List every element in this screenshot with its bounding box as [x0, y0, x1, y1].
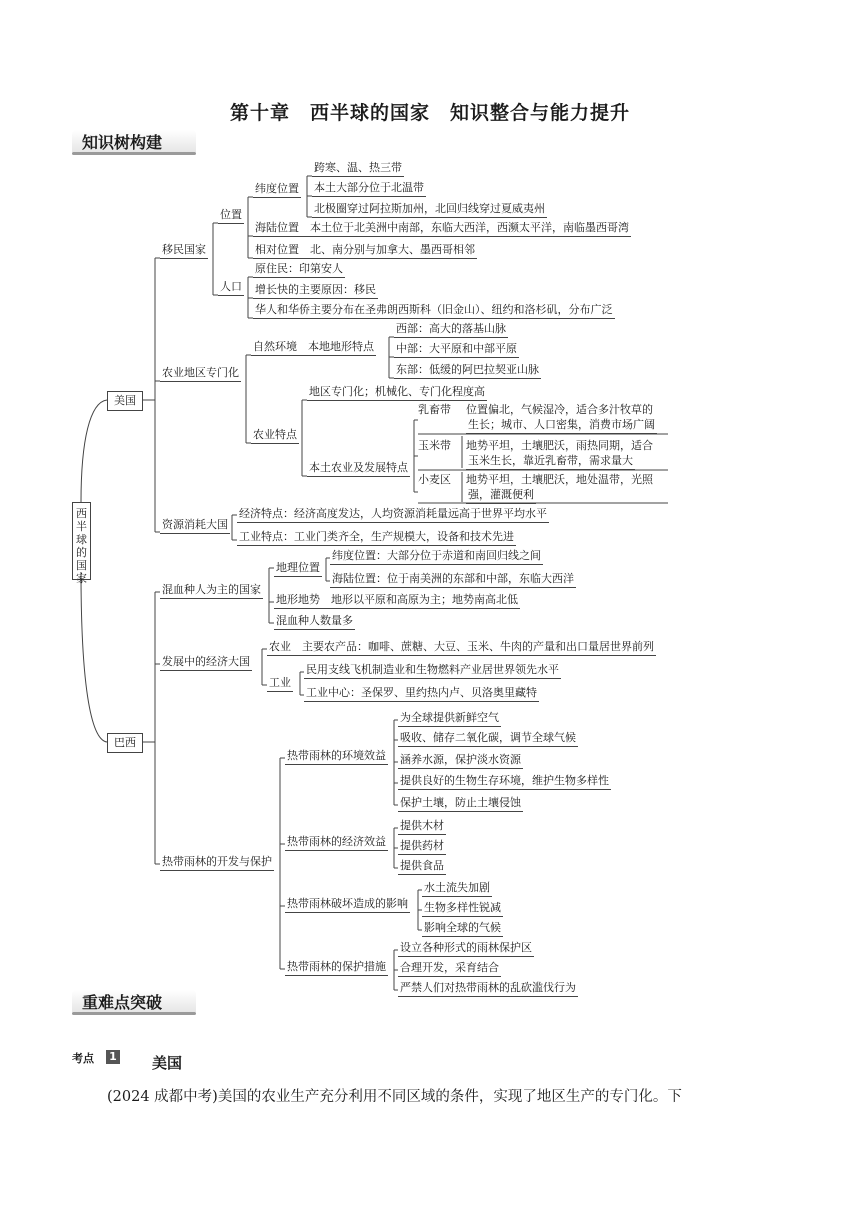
- env-item: 涵养水源，保护淡水资源: [398, 753, 523, 769]
- protect-item: 合理开发，采育结合: [398, 961, 501, 977]
- node-brazil-agri: 农业 主要农产品：咖啡、蔗糖、大豆、玉米、牛肉的产量和出口量居世界前列: [267, 640, 656, 656]
- wheat-region-cont: 强，灌溉便利: [466, 488, 536, 504]
- terrain-item: 东部：低缓的阿巴拉契亚山脉: [394, 363, 541, 379]
- env-item: 提供良好的生物生存环境，维护生物多样性: [398, 774, 611, 790]
- dairy-belt: 乳畜带 位置偏北，气候湿冷，适合多汁牧草的: [418, 403, 653, 416]
- node-damage: 热带雨林破坏造成的影响: [285, 897, 410, 913]
- node-specialization: 地区专门化；机械化、专门化程度高: [307, 385, 487, 401]
- node-latitude: 纬度位置: [253, 182, 301, 198]
- wheat-region: 小麦区 地势平坦，土壤肥沃，地处温带，光照: [418, 473, 653, 486]
- eco-item: 提供食品: [398, 859, 446, 875]
- node-rainforest: 热带雨林的开发与保护: [160, 855, 274, 871]
- node-protect: 热带雨林的保护措施: [285, 960, 388, 976]
- node-geo-pos: 地理位置: [274, 561, 322, 577]
- tree-root: 西 半 球 的 国 家: [72, 502, 91, 580]
- node-dev-economy: 发展中的经济大国: [160, 655, 252, 671]
- node-env-benefit: 热带雨林的环境效益: [285, 749, 388, 765]
- env-item: 保护土壤，防止土壤侵蚀: [398, 796, 523, 812]
- node-agri-region: 农业地区专门化: [160, 366, 241, 382]
- pop-item: 原住民：印第安人: [253, 262, 345, 278]
- node-usa: 美国: [107, 391, 143, 411]
- pop-item: 华人和华侨主要分布在圣弗朗西斯科（旧金山）、纽约和洛杉矶，分布广泛: [253, 303, 615, 319]
- node-position: 位置: [218, 208, 244, 224]
- node-immigrant-country: 移民国家: [160, 243, 208, 259]
- node-mixed-many: 混血种人数量多: [274, 614, 355, 630]
- industry-item: 工业特点：工业门类齐全，生产规模大，设备和技术先进: [237, 530, 516, 546]
- node-brazil: 巴西: [107, 733, 143, 753]
- node-mixed: 混血种人为主的国家: [160, 583, 263, 599]
- node-sealand: 海陆位置 本土位于北美洲中南部，东临大西洋，西濒太平洋，南临墨西哥湾: [253, 221, 631, 237]
- protect-item: 严禁人们对热带雨林的乱砍滥伐行为: [398, 981, 578, 997]
- corn-belt: 玉米带 地势平坦，土壤肥沃，雨热同期，适合: [418, 439, 653, 452]
- section-tab-key-points: [72, 990, 196, 1016]
- eco-item: 提供木材: [398, 819, 446, 835]
- page-title: 第十章 西半球的国家 知识整合与能力提升: [229, 102, 630, 124]
- terrain-item: 中部：大平原和中部平原: [394, 342, 519, 358]
- kaodian-badge: 考点 1: [72, 1050, 124, 1066]
- lat-item: 跨寒、温、热三带: [312, 161, 404, 177]
- node-brazil-terrain: 地形地势 地形以平原和高原为主；地势南高北低: [274, 593, 520, 609]
- env-item: 吸收、储存二氧化碳，调节全球气候: [398, 731, 578, 747]
- node-local-agri: 本土农业及发展特点: [307, 461, 410, 477]
- node-eco-benefit: 热带雨林的经济效益: [285, 835, 388, 851]
- lat-item: 北极圈穿过阿拉斯加州，北回归线穿过夏威夷州: [312, 202, 547, 218]
- damage-item: 影响全球的气候: [422, 921, 503, 937]
- terrain-item: 西部：高大的落基山脉: [394, 322, 508, 338]
- pop-item: 增长快的主要原因：移民: [253, 283, 378, 299]
- protect-item: 设立各种形式的雨林保护区: [398, 941, 534, 957]
- node-resource: 资源消耗大国: [160, 518, 230, 534]
- economy-item: 经济特点：经济高度发达，人均资源消耗量远高于世界平均水平: [237, 507, 549, 523]
- node-relative: 相对位置 北、南分别与加拿大、墨西哥相邻: [253, 243, 477, 259]
- node-population: 人口: [218, 280, 244, 296]
- brazil-ind-item: 民用支线飞机制造业和生物燃料产业居世界领先水平: [304, 663, 561, 679]
- brazil-sealand: 海陆位置：位于南美洲的东部和中部，东临大西洋: [330, 572, 576, 588]
- corn-belt-cont: 玉米生长，靠近乳畜带，需求量大: [466, 454, 635, 470]
- node-brazil-industry: 工业: [267, 676, 293, 692]
- node-natural-env: 自然环境 本地地形特点: [251, 340, 376, 356]
- question-text: (2024 成都中考)美国的农业生产充分利用不同区域的条件，实现了地区生产的专门化。下: [107, 1089, 682, 1105]
- node-agri-features: 农业特点: [251, 428, 299, 444]
- lat-item: 本土大部分位于北温带: [312, 181, 426, 197]
- damage-item: 水土流失加剧: [422, 881, 492, 897]
- section-title: 重难点突破: [82, 993, 163, 1012]
- brazil-lat: 纬度位置：大部分位于赤道和南回归线之间: [330, 549, 543, 565]
- damage-item: 生物多样性锐减: [422, 901, 503, 917]
- brazil-ind-item: 工业中心：圣保罗、里约热内卢、贝洛奥里藏特: [304, 686, 539, 702]
- section-title: 知识树构建: [82, 133, 163, 152]
- dairy-belt-cont: 生长；城市、人口密集，消费市场广阔: [466, 418, 657, 434]
- kaodian-title: 美国: [152, 1054, 183, 1072]
- eco-item: 提供药材: [398, 839, 446, 855]
- env-item: 为全球提供新鲜空气: [398, 711, 501, 727]
